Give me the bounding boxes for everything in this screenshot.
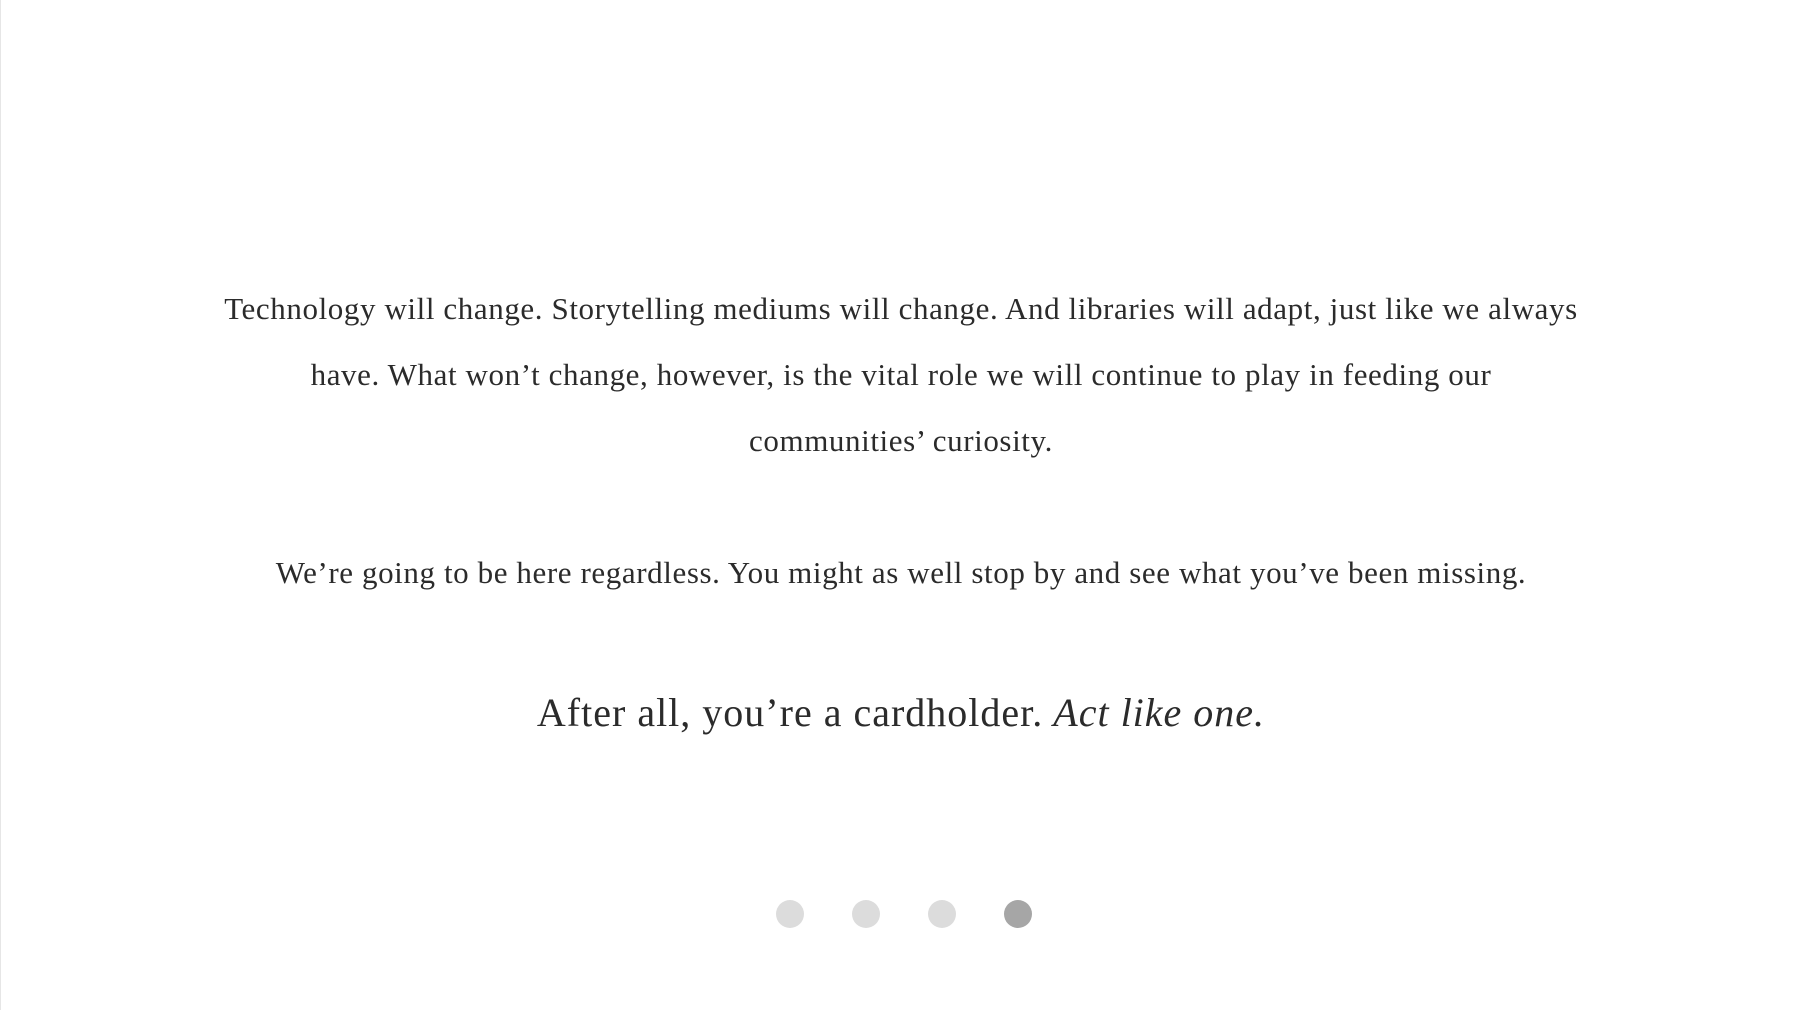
body-paragraph-2: We’re going to be here regardless. You might as well stop by and see what you’ve been missing. <box>275 555 1527 590</box>
body-paragraph-1: Technology will change. Storytelling mediums will change. And libraries will adapt, just like we always have. What won’t change, however, is the vital role we will continue to play in feeding our communities’ curiosity. <box>224 291 1578 458</box>
pagination-dot-2[interactable] <box>852 900 880 928</box>
slide-pagination <box>1 900 1800 928</box>
tagline <box>151 680 1651 746</box>
pagination-dot-3[interactable] <box>928 900 956 928</box>
tagline-main: After all, you’re a cardholder. <box>536 690 1044 735</box>
pagination-dot-1[interactable] <box>776 900 804 928</box>
pagination-dot-4-active[interactable] <box>1004 900 1032 928</box>
tagline-emphasis: Act like one. <box>1053 690 1266 735</box>
